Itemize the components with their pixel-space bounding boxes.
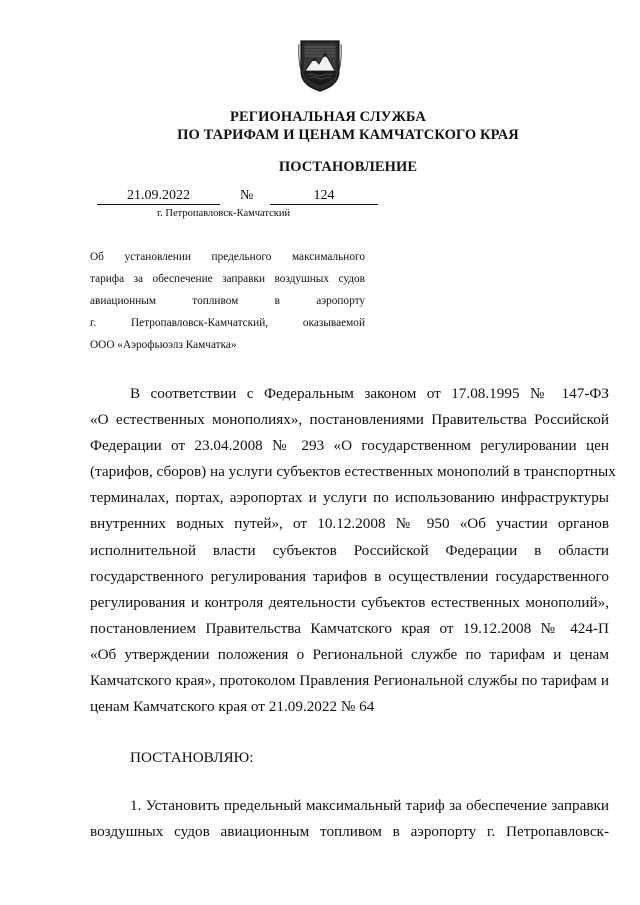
document-type-title: ПОСТАНОВЛЕНИЕ <box>278 159 418 175</box>
organization-name-line1: РЕГИОНАЛЬНАЯ СЛУЖБА <box>230 109 426 125</box>
preamble-line: ценам Камчатского края от 21.09.2022 № 64 <box>90 698 375 716</box>
item-1-paragraph <box>90 793 609 845</box>
document-date: 21.09.2022 <box>97 187 220 205</box>
preamble-line: «О естественных монополиях», постановлениями Правительства Российской <box>90 411 609 429</box>
subject-line: Об установлении предельного максимального <box>90 251 365 263</box>
number-sign: № <box>240 188 254 203</box>
preamble-line: «Об утверждении положения о Региональной службе по тарифам и ценам <box>90 645 609 663</box>
preamble-line: Федерации от 23.04.2008 № 293 «О государственном регулировании цен <box>90 437 609 455</box>
preamble-line: (тарифов, сборов) на услуги субъектов естественных монополий в транспортных <box>90 463 616 481</box>
preamble-line: исполнительной власти субъектов Российской Федерации в области <box>90 541 609 559</box>
document-city: г. Петропавловск-Камчатский <box>157 208 291 219</box>
document-number: 124 <box>270 187 378 205</box>
subject-line: авиационным топливом в аэропорту <box>90 295 365 307</box>
item-line: 1. Установить предельный максимальный тариф за обеспечение заправки <box>130 797 609 814</box>
preamble-line: Камчатского края», протоколом Правления Региональной службы по тарифам и <box>90 672 609 690</box>
preamble-line: терминалах, портах, аэропортах и услуги по использованию инфраструктуры <box>90 489 609 507</box>
organization-name-line2: ПО ТАРИФАМ И ЦЕНАМ КАМЧАТСКОГО КРАЯ <box>177 127 519 143</box>
document-subject <box>90 246 365 356</box>
subject-line: г. Петропавловск-Камчатский, оказываемой <box>90 317 365 329</box>
subject-line: ООО «Аэрофьюэлз Камчатка» <box>90 339 237 351</box>
preamble-line: внутренних водных путей», от 10.12.2008 № 950 «Об участии органов <box>90 515 609 533</box>
preamble-line: постановлением Правительства Камчатского края от 19.12.2008 № 424-П <box>90 619 609 637</box>
preamble-line: регулирования и контроля деятельности субъектов естественных монополий», <box>90 593 609 611</box>
preamble-paragraph <box>90 381 616 720</box>
preamble-line: государственного регулирования тарифов в осуществлении государственного <box>90 567 609 585</box>
item-line: воздушных судов авиационным топливом в аэропорту г. Петропавловск- <box>90 823 609 841</box>
decree-word: ПОСТАНОВЛЯЮ: <box>130 749 254 766</box>
coat-of-arms-emblem <box>298 38 342 93</box>
preamble-line: В соответствии с Федеральным законом от 17.08.1995 № 147-ФЗ <box>130 385 609 402</box>
subject-line: тарифа за обеспечение заправки воздушных судов <box>90 273 365 285</box>
